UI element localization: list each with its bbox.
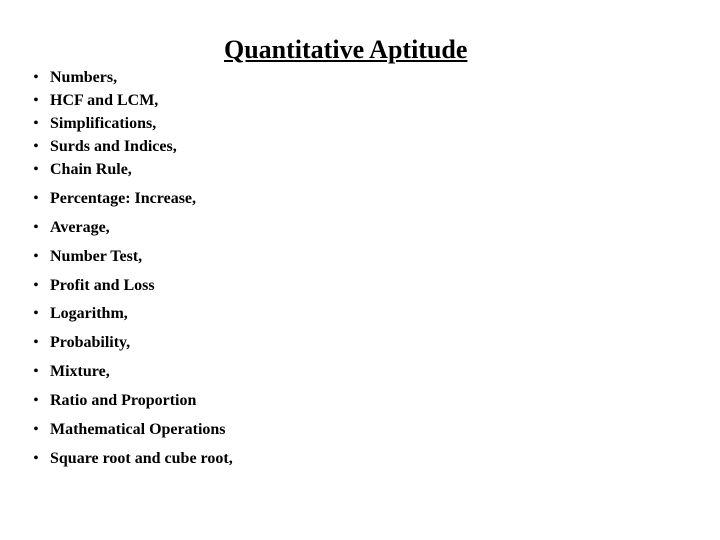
bullet-icon: • [33, 306, 39, 321]
bullet-icon: • [33, 162, 39, 177]
list-item-label: Average, [50, 219, 110, 236]
bullet-icon: • [33, 393, 39, 408]
list-item-label: Square root and cube root, [50, 450, 233, 467]
list-item-label: Number Test, [50, 248, 143, 265]
list-item-label: Surds and Indices, [50, 138, 177, 155]
list-item-label: Profit and Loss [50, 277, 155, 294]
list-item-label: Probability, [50, 334, 131, 351]
bullet-icon: • [33, 278, 39, 293]
bullet-icon: • [33, 364, 39, 379]
bullet-icon: • [33, 139, 39, 154]
bullet-icon: • [33, 335, 39, 350]
slide-title: Quantitative Aptitude [224, 35, 468, 64]
list-item-label: Chain Rule, [50, 161, 132, 178]
bullet-icon: • [33, 249, 39, 264]
bullet-icon: • [33, 422, 39, 437]
list-item-label: Mathematical Operations [50, 421, 226, 438]
list-item-label: Percentage: Increase, [50, 190, 197, 207]
bullet-icon: • [33, 220, 39, 235]
list-item-label: Numbers, [50, 69, 118, 86]
list-item-label: Logarithm, [50, 305, 128, 322]
bullet-icon: • [33, 70, 39, 85]
list-item-label: Simplifications, [50, 115, 157, 132]
bullet-icon: • [33, 451, 39, 466]
list-item-label: Ratio and Proportion [50, 392, 197, 409]
bullet-icon: • [33, 191, 39, 206]
list-item-label: HCF and LCM, [50, 92, 159, 109]
list-item-label: Mixture, [50, 363, 110, 380]
bullet-icon: • [33, 116, 39, 131]
bullet-icon: • [33, 93, 39, 108]
